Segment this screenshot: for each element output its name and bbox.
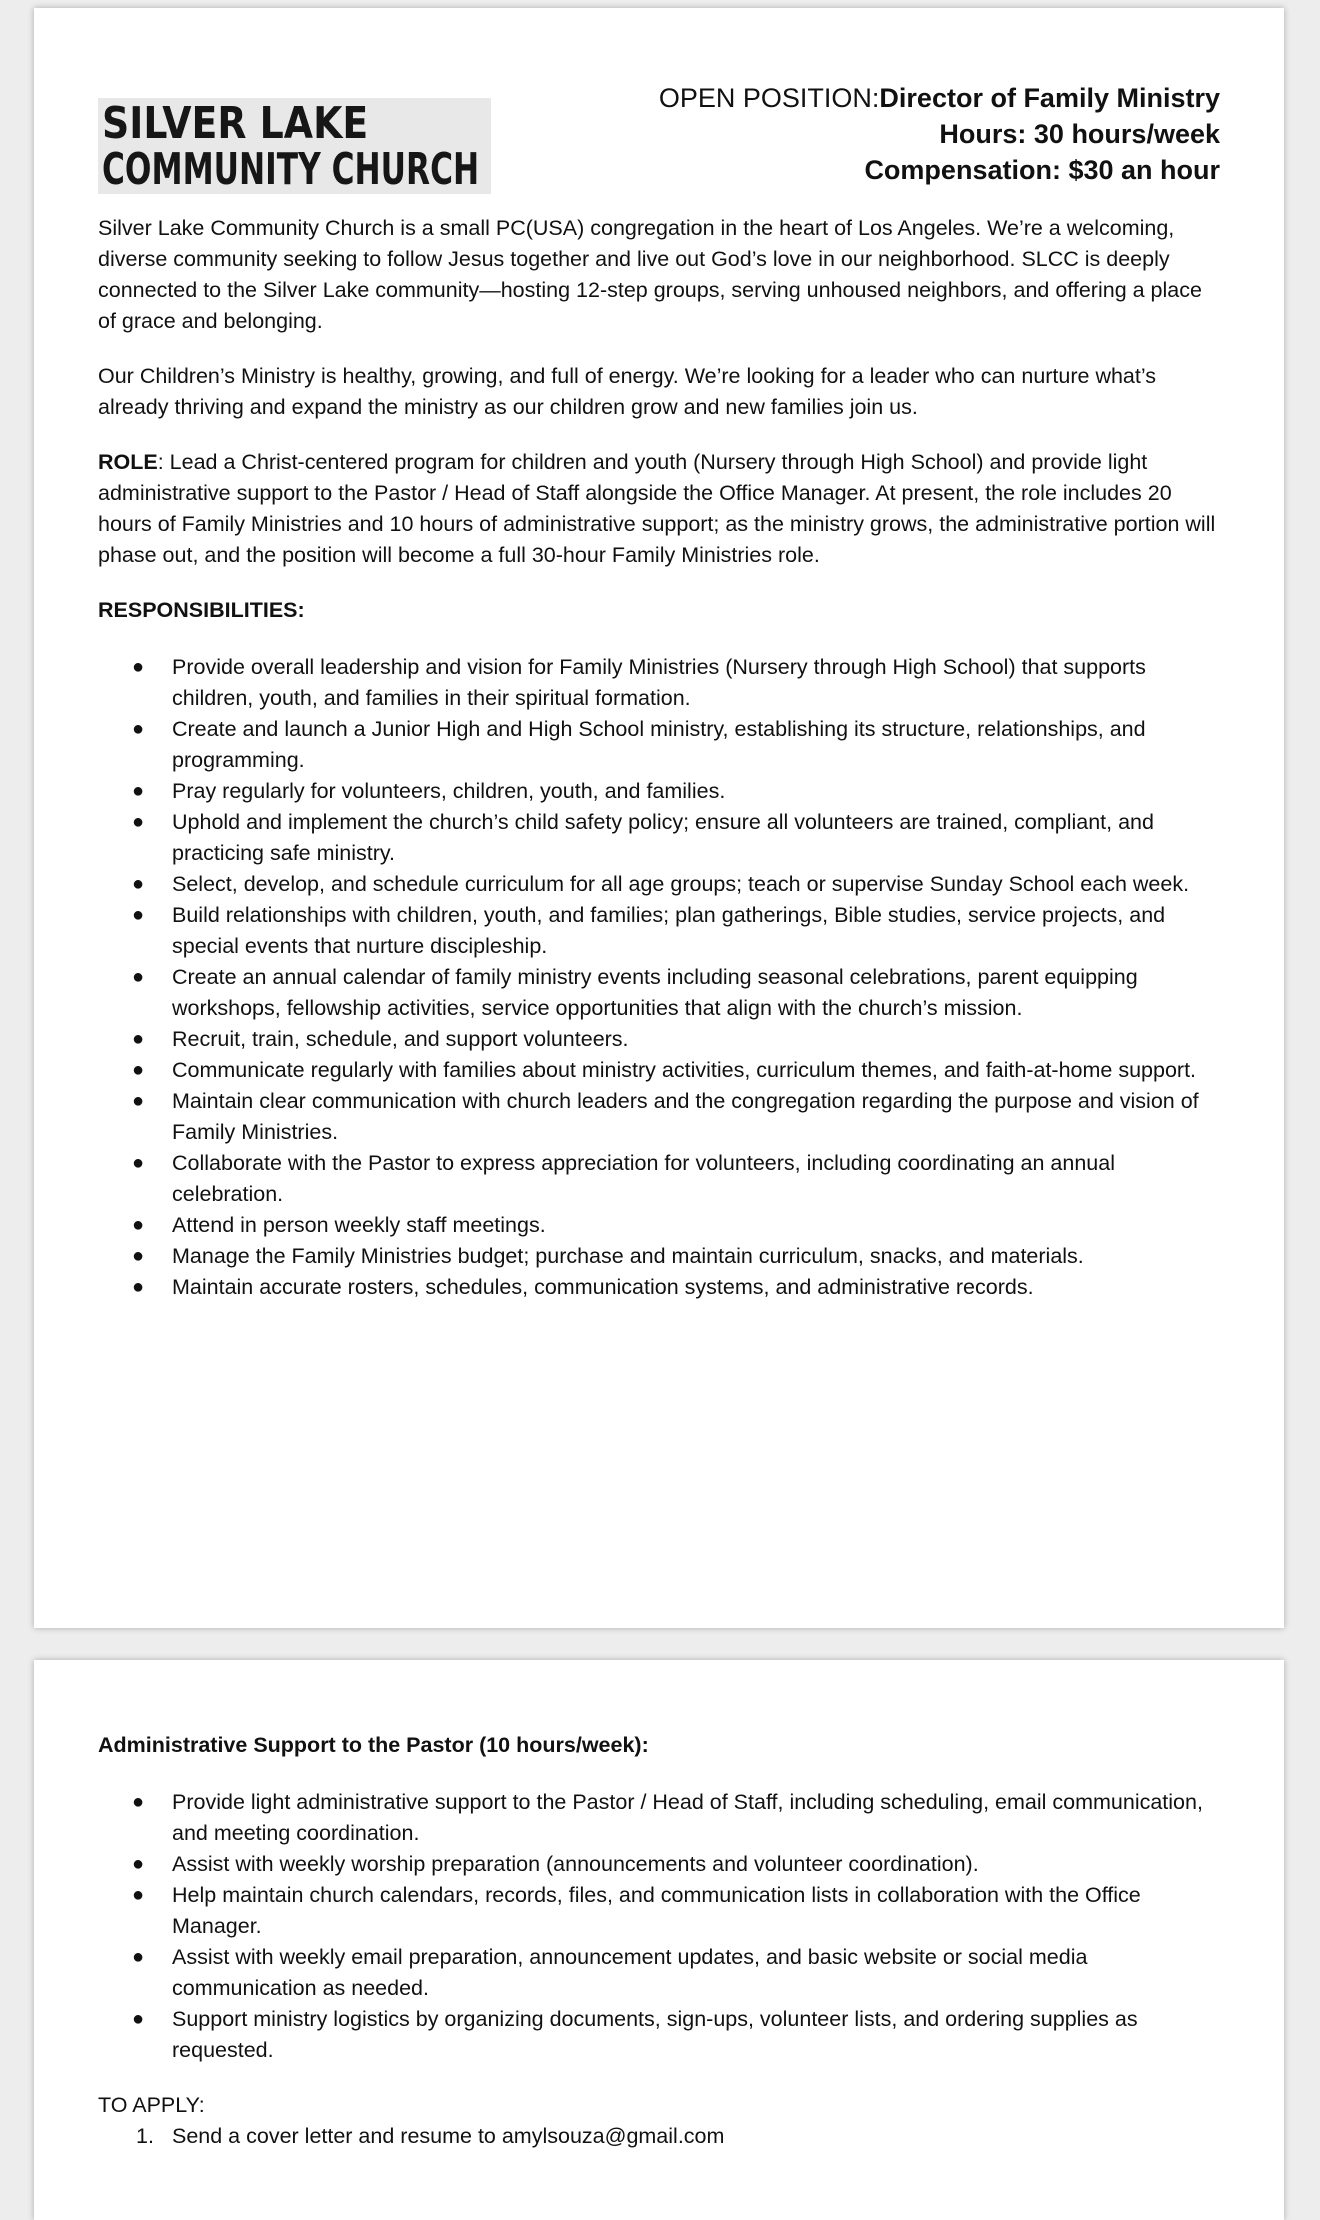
responsibility-item	[98, 807, 1222, 869]
position-label: OPEN POSITION:	[658, 83, 880, 113]
responsibility-item	[98, 869, 1222, 900]
responsibility-item	[98, 1055, 1222, 1086]
document-page-1	[34, 8, 1284, 1628]
responsibility-item	[98, 962, 1222, 1024]
bullet-icon: ●	[132, 966, 145, 988]
admin-support-item	[98, 1787, 1222, 1849]
logo-line-1: SILVER LAKE	[102, 98, 369, 149]
responsibility-item-text: Collaborate with the Pastor to express appreciation for volunteers, including coordinating an annual celebration.	[172, 1151, 1115, 1206]
role-paragraph	[98, 447, 1222, 571]
admin-support-item-text: Provide light administrative support to the Pastor / Head of Staff, including scheduling, email communication, and meeting coordination.	[172, 1790, 1203, 1845]
hours-line: Hours: 30 hours/week	[939, 119, 1220, 149]
responsibility-item	[98, 900, 1222, 962]
responsibility-item-text: Manage the Family Ministries budget; purchase and maintain curriculum, snacks, and materials.	[172, 1244, 1084, 1268]
apply-step	[98, 2121, 1222, 2152]
bullet-icon: ●	[132, 1946, 145, 1968]
bullet-icon: ●	[132, 811, 145, 833]
responsibility-item	[98, 714, 1222, 776]
bullet-icon: ●	[132, 718, 145, 740]
responsibility-item	[98, 1086, 1222, 1148]
apply-step-text: Send a cover letter and resume to amylsouza@gmail.com	[172, 2124, 725, 2148]
bullet-icon: ●	[132, 780, 145, 802]
bullet-icon: ●	[132, 1245, 145, 1267]
responsibility-item-text: Maintain accurate rosters, schedules, communication systems, and administrative records.	[172, 1275, 1034, 1299]
role-label: ROLE	[98, 450, 158, 474]
responsibility-item	[98, 1272, 1222, 1303]
role-text: : Lead a Christ-centered program for children and youth (Nursery through High School) and provide light administrative support to the Pastor / Head of Staff alongside the Office Manager. At present, the role includes 20 hours of Family Ministries and 10 hours of administrative support; as the ministry grows, the administrative portion will phase out, and the position will become a full 30-hour Family Ministries role.	[98, 450, 1216, 567]
compensation-line: Compensation: $30 an hour	[864, 155, 1220, 185]
bullet-icon: ●	[132, 904, 145, 926]
apply-step-number: 1.	[136, 2124, 154, 2148]
position-title: Director of Family Ministry	[879, 83, 1220, 113]
responsibility-item	[98, 652, 1222, 714]
responsibility-item-text: Recruit, train, schedule, and support volunteers.	[172, 1027, 629, 1051]
bullet-icon: ●	[132, 656, 145, 678]
responsibility-item	[98, 776, 1222, 807]
bullet-icon: ●	[132, 1028, 145, 1050]
responsibility-item	[98, 1024, 1222, 1055]
intro-paragraph-2: Our Children’s Ministry is healthy, growing, and full of energy. We’re looking for a leader who can nurture what’s already thriving and expand the ministry as our children grow and new families join us.	[98, 364, 1157, 419]
admin-support-item	[98, 1942, 1222, 2004]
responsibility-item-text: Uphold and implement the church’s child safety policy; ensure all volunteers are trained, compliant, and practicing safe ministry.	[172, 810, 1154, 865]
apply-steps-list	[98, 2121, 1222, 2152]
bullet-icon: ●	[132, 1214, 145, 1236]
admin-support-item	[98, 1849, 1222, 1880]
responsibilities-heading: RESPONSIBILITIES:	[98, 598, 305, 622]
logo-line-2: COMMUNITY CHURCH	[102, 144, 480, 195]
bullet-icon: ●	[132, 1791, 145, 1813]
bullet-icon: ●	[132, 1059, 145, 1081]
responsibility-item-text: Select, develop, and schedule curriculum for all age groups; teach or supervise Sunday School each week.	[172, 872, 1190, 896]
responsibility-item-text: Build relationships with children, youth, and families; plan gatherings, Bible studies, service projects, and special events that nurture discipleship.	[172, 903, 1166, 958]
admin-support-item-text: Assist with weekly email preparation, announcement updates, and basic website or social media communication as needed.	[172, 1945, 1088, 2000]
admin-support-item	[98, 1880, 1222, 1942]
responsibility-item-text: Provide overall leadership and vision for Family Ministries (Nursery through High School) that supports children, youth, and families in their spiritual formation.	[172, 655, 1146, 710]
document-page-2	[34, 1660, 1284, 2220]
responsibility-item-text: Communicate regularly with families about ministry activities, curriculum themes, and faith-at-home support.	[172, 1058, 1197, 1082]
admin-support-item-text: Assist with weekly worship preparation (announcements and volunteer coordination).	[172, 1852, 979, 1876]
responsibility-item-text: Pray regularly for volunteers, children, youth, and families.	[172, 779, 726, 803]
position-line	[659, 80, 1220, 116]
bullet-icon: ●	[132, 1152, 145, 1174]
responsibility-item	[98, 1148, 1222, 1210]
bullet-icon: ●	[132, 1884, 145, 1906]
page-1-content	[98, 213, 1222, 1303]
position-header	[659, 80, 1220, 188]
admin-support-heading: Administrative Support to the Pastor (10 hours/week):	[98, 1733, 649, 1757]
intro-paragraph-1: Silver Lake Community Church is a small PC(USA) congregation in the heart of Los Angeles. We’re a welcoming, diverse community seeking to follow Jesus together and live out God’s love in our neighborhood. SLCC is deeply connected to the Silver Lake community—hosting 12-step groups, serving unhoused neighbors, and offering a place of grace and belonging.	[98, 216, 1202, 333]
responsibility-item-text: Maintain clear communication with church leaders and the congregation regarding the purpose and vision of Family Ministries.	[172, 1089, 1199, 1144]
bullet-icon: ●	[132, 1090, 145, 1112]
responsibility-item	[98, 1210, 1222, 1241]
admin-support-list	[98, 1787, 1222, 2066]
to-apply-heading: TO APPLY:	[98, 2093, 205, 2117]
responsibility-item-text: Create an annual calendar of family ministry events including seasonal celebrations, parent equipping workshops, fellowship activities, service opportunities that align with the church’s mission.	[172, 965, 1138, 1020]
responsibilities-list	[98, 652, 1222, 1303]
bullet-icon: ●	[132, 873, 145, 895]
admin-support-item	[98, 2004, 1222, 2066]
page-2-content	[98, 1730, 1222, 2152]
bullet-icon: ●	[132, 1276, 145, 1298]
responsibility-item-text: Attend in person weekly staff meetings.	[172, 1213, 546, 1237]
responsibility-item-text: Create and launch a Junior High and High School ministry, establishing its structure, relationships, and programming.	[172, 717, 1146, 772]
church-logo	[98, 98, 491, 194]
bullet-icon: ●	[132, 2008, 145, 2030]
responsibility-item	[98, 1241, 1222, 1272]
admin-support-item-text: Help maintain church calendars, records, files, and communication lists in collaboration with the Office Manager.	[172, 1883, 1141, 1938]
admin-support-item-text: Support ministry logistics by organizing documents, sign-ups, volunteer lists, and ordering supplies as requested.	[172, 2007, 1138, 2062]
bullet-icon: ●	[132, 1853, 145, 1875]
